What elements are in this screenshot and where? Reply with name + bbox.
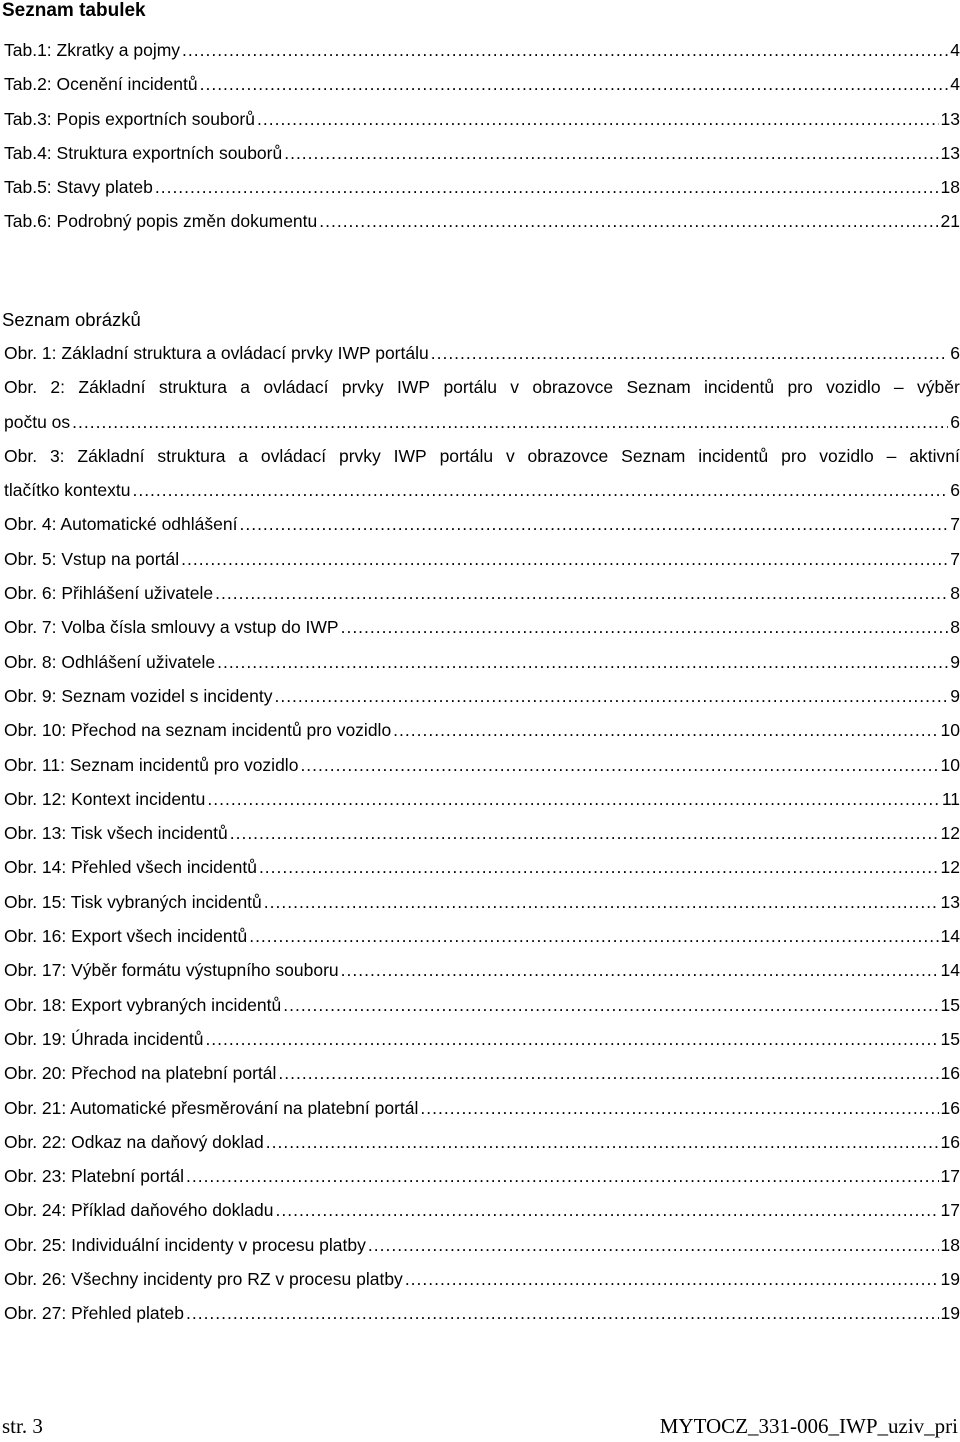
toc-entry[interactable] (4, 1235, 960, 1269)
toc-entry[interactable] (4, 755, 960, 789)
toc-entry-page: 12 (940, 823, 960, 844)
toc-entry[interactable] (4, 1098, 960, 1132)
toc-leader (341, 617, 949, 637)
toc-entry-word: struktura (158, 377, 227, 398)
toc-leader (132, 480, 948, 500)
toc-leader (186, 1166, 939, 1186)
toc-entry-label: Obr. 11: Seznam incidentů pro vozidlo (4, 754, 299, 775)
toc-leader (72, 412, 948, 432)
toc-leader (405, 1269, 939, 1289)
toc-entry-label: Obr. 8: Odhlášení uživatele (4, 651, 216, 672)
toc-entry[interactable] (4, 143, 960, 177)
toc-entry[interactable] (4, 1269, 960, 1303)
toc-entry-page: 13 (940, 891, 960, 912)
toc-entry[interactable] (4, 514, 960, 548)
toc-entry-label: Obr. 26: Všechny incidenty pro RZ v procesu platby (4, 1269, 403, 1290)
toc-entry-word: obrazovce (532, 377, 614, 398)
toc-entry-page: 15 (940, 994, 960, 1015)
toc-entry[interactable] (4, 686, 960, 720)
toc-entry-label: Obr. 4: Automatické odhlášení (4, 514, 238, 535)
toc-entry-label: Obr. 1: Základní struktura a ovládací prvky IWP portálu (4, 343, 429, 363)
toc-entry-page: 13 (940, 142, 960, 163)
toc-entry-word: Seznam (626, 377, 691, 398)
toc-leader (283, 995, 938, 1015)
toc-entry-word: struktura (157, 445, 226, 466)
toc-entry-label: Obr. 15: Tisk vybraných incidentů (4, 891, 262, 912)
toc-leader (341, 960, 939, 980)
toc-entry[interactable] (4, 857, 960, 891)
toc-leader (264, 892, 939, 912)
toc-entry-word: Základní (77, 445, 145, 466)
toc-entry[interactable] (4, 1063, 960, 1097)
toc-entry-label-line2: počtu os (4, 411, 71, 432)
toc-entry[interactable] (4, 1166, 960, 1200)
figures-heading: Seznam obrázků (2, 309, 141, 330)
toc-entry-word: v (510, 377, 520, 398)
toc-entry-label: Obr. 16: Export všech incidentů (4, 926, 248, 947)
toc-entry-page: 17 (940, 1200, 960, 1221)
toc-entry[interactable] (4, 549, 960, 583)
document-id: MYTOCZ_331-006_IWP_uziv_pri (659, 1414, 958, 1438)
toc-entry[interactable] (4, 40, 960, 74)
toc-entry-word: Obr. (4, 445, 38, 466)
toc-entry[interactable] (4, 720, 960, 754)
toc-leader (200, 74, 949, 94)
toc-entry-word: výběr (916, 377, 960, 398)
toc-entry[interactable] (4, 177, 960, 211)
toc-entry-page: 12 (940, 857, 960, 878)
toc-entry[interactable] (4, 652, 960, 686)
toc-entry-label-line2: tlačítko kontextu (4, 480, 131, 501)
toc-entry-label: Obr. 12: Kontext incidentu (4, 788, 206, 809)
toc-leader (239, 514, 948, 534)
toc-entry-page: 19 (940, 1303, 960, 1324)
toc-entry-label: Obr. 18: Export vybraných incidentů (4, 994, 282, 1015)
toc-entry-label: Obr. 13: Tisk všech incidentů (4, 823, 228, 844)
toc-entry-page: 18 (940, 1234, 960, 1255)
toc-entry-word: obrazovce (527, 445, 609, 466)
toc-entry-word: a (240, 377, 250, 398)
toc-entry-word: vozidlo (819, 445, 874, 466)
toc-entry[interactable] (4, 74, 960, 108)
toc-leader (207, 789, 939, 809)
toc-entry[interactable] (4, 1029, 960, 1063)
toc-entry-page: 15 (940, 1028, 960, 1049)
toc-entry[interactable] (4, 995, 960, 1029)
toc-entry-word: Obr. (4, 377, 38, 398)
toc-entry-label: Tab.5: Stavy plateb (4, 177, 153, 198)
toc-entry-word: Seznam (621, 445, 686, 466)
toc-entry-label: Tab.1: Zkratky a pojmy (4, 40, 181, 60)
toc-entry-page: 6 (950, 343, 960, 363)
toc-entry-word: ovládací (260, 445, 327, 466)
toc-entry[interactable] (4, 109, 960, 143)
toc-entry-page: 9 (950, 685, 960, 706)
toc-entry-page: 21 (940, 211, 960, 232)
toc-entry-label: Obr. 25: Individuální incidenty v procesu platby (4, 1234, 366, 1255)
toc-entry[interactable] (4, 892, 960, 926)
toc-leader (249, 926, 938, 946)
toc-entry-label: Obr. 6: Přihlášení uživatele (4, 583, 214, 604)
toc-entry-word: 3: (49, 445, 65, 466)
toc-entry-page: 18 (940, 177, 960, 198)
toc-entry[interactable] (4, 960, 960, 994)
toc-leader (259, 857, 939, 877)
toc-entry-label: Tab.6: Podrobný popis změn dokumentu (4, 211, 318, 232)
toc-entry[interactable] (4, 823, 960, 857)
toc-leader (278, 1063, 938, 1083)
toc-entry-word: a (238, 445, 249, 466)
toc-entry-page: 16 (940, 1131, 960, 1152)
toc-leader (266, 1132, 939, 1152)
toc-entry-word: IWP (393, 445, 427, 466)
toc-entry-word: pro (781, 445, 807, 466)
toc-entry-label: Tab.3: Popis exportních souborů (4, 108, 255, 129)
toc-entry-word: aktivní (909, 445, 960, 466)
toc-leader (420, 1098, 938, 1118)
toc-leader (230, 823, 939, 843)
toc-leader (284, 143, 938, 163)
toc-entry-page: 8 (950, 583, 960, 604)
toc-entry-word: portálu (439, 445, 494, 466)
toc-entry-page: 4 (950, 40, 960, 60)
toc-leader (155, 177, 939, 197)
toc-leader (181, 549, 948, 569)
toc-entry-label: Obr. 5: Vstup na portál (4, 548, 180, 569)
toc-leader (186, 1303, 939, 1323)
figures-list-rest (4, 514, 960, 1337)
toc-entry[interactable] (4, 211, 960, 245)
toc-entry-label: Obr. 20: Přechod na platební portál (4, 1063, 277, 1084)
toc-leader (274, 686, 948, 706)
toc-leader (257, 109, 939, 129)
toc-entry-word: – (886, 445, 897, 466)
page-footer (2, 1414, 958, 1439)
page-number: str. 3 (2, 1414, 43, 1438)
toc-leader (300, 755, 938, 775)
toc-entry-word: prvky (338, 445, 381, 466)
toc-entry-page: 10 (940, 754, 960, 775)
toc-leader (215, 583, 948, 603)
toc-entry[interactable] (4, 1132, 960, 1166)
toc-entry-label: Obr. 10: Přechod na seznam incidentů pro vozidlo (4, 720, 392, 741)
toc-entry-word: 2: (50, 377, 66, 398)
toc-entry[interactable] (4, 617, 960, 651)
toc-leader (276, 1200, 939, 1220)
toc-entry-page: 13 (940, 108, 960, 129)
toc-entry-page: 16 (940, 1097, 960, 1118)
toc-entry-word: vozidlo (826, 377, 881, 398)
toc-entry-word: incidentů (704, 377, 775, 398)
toc-entry-label: Tab.2: Ocenění incidentů (4, 74, 198, 95)
toc-entry-label: Obr. 17: Výběr formátu výstupního souboru (4, 960, 339, 981)
toc-entry[interactable] (4, 1200, 960, 1234)
toc-leader (368, 1235, 939, 1255)
toc-entry-label: Obr. 14: Přehled všech incidentů (4, 857, 257, 878)
toc-entry-page: 14 (940, 926, 960, 947)
toc-entry-page: 8 (950, 617, 960, 638)
toc-entry-page: 10 (940, 720, 960, 741)
toc-entry[interactable] (4, 789, 960, 823)
toc-entry-page: 6 (950, 411, 960, 432)
tables-heading: Seznam tabulek (2, 0, 146, 21)
toc-entry-word: incidentů (698, 445, 769, 466)
toc-entry-label: Obr. 21: Automatické přesměrování na platební portál (4, 1097, 419, 1118)
toc-entry-label-line1 (4, 446, 960, 480)
toc-entry-word: Základní (78, 377, 146, 398)
toc-entry-label: Obr. 24: Příklad daňového dokladu (4, 1200, 274, 1221)
toc-entry-label: Tab.4: Struktura exportních souborů (4, 142, 283, 163)
toc-leader (182, 40, 948, 60)
toc-entry-page: 14 (940, 960, 960, 981)
toc-entry-page: 7 (950, 548, 960, 569)
toc-entry-page: 11 (941, 788, 960, 809)
toc-entry-label: Obr. 23: Platební portál (4, 1166, 184, 1187)
toc-entry[interactable] (4, 377, 960, 446)
toc-entry-page: 17 (940, 1166, 960, 1187)
tables-list (4, 40, 960, 246)
toc-leader (205, 1029, 938, 1049)
toc-entry[interactable] (4, 446, 960, 515)
toc-leader (393, 720, 938, 740)
toc-entry-label: Obr. 27: Přehled plateb (4, 1303, 184, 1324)
toc-entry-label: Obr. 9: Seznam vozidel s incidenty (4, 685, 273, 706)
toc-entry-page: 7 (950, 514, 960, 535)
toc-entry-label-line1 (4, 377, 960, 411)
toc-leader (217, 652, 948, 672)
toc-entry-page: 16 (940, 1063, 960, 1084)
toc-entry-page: 9 (950, 651, 960, 672)
toc-entry-label: Obr. 19: Úhrada incidentů (4, 1028, 204, 1049)
toc-entry-word: pro (787, 377, 813, 398)
toc-entry-word: v (505, 445, 515, 466)
toc-leader (431, 343, 949, 363)
toc-leader (319, 211, 938, 231)
toc-entry-label: Obr. 7: Volba čísla smlouvy a vstup do IWP (4, 617, 339, 638)
toc-entry-page: 4 (950, 74, 960, 95)
toc-entry-word: – (893, 377, 904, 398)
toc-entry-page: 19 (940, 1269, 960, 1290)
toc-entry[interactable] (4, 583, 960, 617)
toc-entry-label: Obr. 22: Odkaz na daňový doklad (4, 1131, 264, 1152)
toc-entry[interactable] (4, 1303, 960, 1337)
figures-list (4, 343, 960, 1338)
toc-entry-word: portálu (443, 377, 497, 398)
toc-entry-word: prvky (341, 377, 384, 398)
toc-entry-word: ovládací (263, 377, 329, 398)
toc-entry-page: 6 (950, 480, 960, 501)
toc-entry-word: IWP (397, 377, 431, 398)
toc-entry[interactable] (4, 343, 960, 377)
toc-entry[interactable] (4, 926, 960, 960)
